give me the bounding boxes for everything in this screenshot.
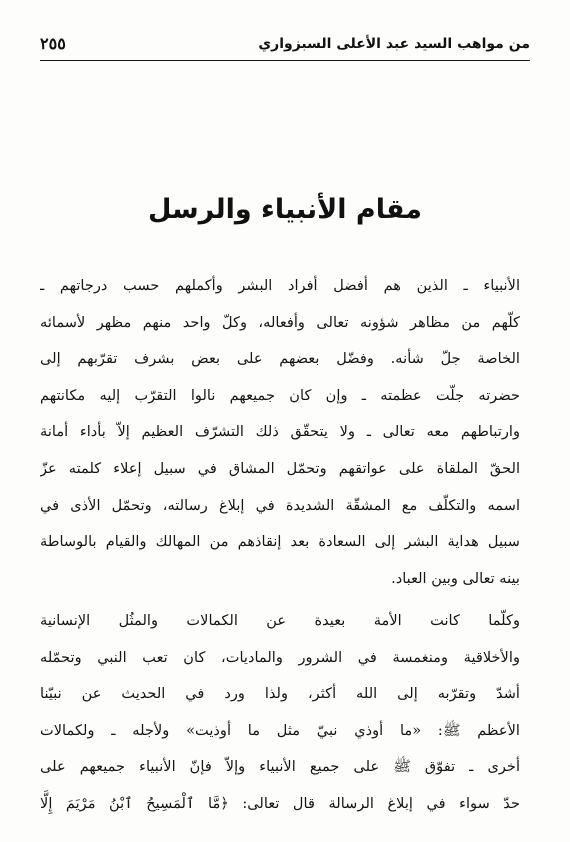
book-title: من مواهب السيد عبد الأعلى السبزواري xyxy=(258,36,530,52)
text-line: الحقّ الملقاة على عواتقهم وتحمّل المشاق في سبيل إعلاء كلمته عزّ xyxy=(40,459,520,477)
running-header xyxy=(40,30,530,60)
text-line: حدّ سواء في إبلاغ الرسالة قال تعالى: ﴿مَّا ٱلْمَسِيحُ ٱبْنُ مَرْيَمَ إِلَّا xyxy=(40,794,520,812)
text-line: وارتباطهم معه تعالى ـ ولا يتحقّق ذلك التشرّف العظيم إلاّ بأداء أمانة xyxy=(40,423,520,441)
page-number: ٢٥٥ xyxy=(40,34,66,53)
paragraph-2 xyxy=(40,603,520,823)
text-line: بينه تعالى وبين العباد. xyxy=(391,569,520,587)
paragraph-1 xyxy=(40,268,520,597)
text-line: كلّهم من مظاهر شؤونه تعالى وأفعاله، وكلّ واحد منهم مظهر لأسمائه xyxy=(40,313,520,331)
text-line: أشدّ وتقرّبه إلى الله أكثر، ولذا ورد في الحديث عن نبيّنا xyxy=(40,685,520,703)
text-line: الخاصة جلّ شأنه. وفضّل بعضهم على بعض بشرف تقرّبهم إلى xyxy=(40,350,520,368)
section-title: مقام الأنبياء والرسل xyxy=(148,194,422,225)
text-line: وكلّما كانت الأمة بعيدة عن الكمالات والمثُل الإنسانية xyxy=(40,612,520,629)
text-line: والأخلاقية ومنغمسة في الشرور والماديات، كان تعب النبي وتحمّله xyxy=(40,648,520,666)
text-line: سبيل هداية البشر إلى السعادة بعد إنقاذهم من المهالك والقيام بالوساطة xyxy=(40,533,520,551)
text-line: حضرته جلّت عظمته ـ وإن كان جميعهم نالوا التقرّب إليه مكانتهم xyxy=(40,386,520,404)
text-line: أخرى ـ تفوّق ﷺ على جميع الأنبياء وإلاّ فإنّ الأنبياء جميعهم على xyxy=(40,758,520,776)
header-rule xyxy=(40,60,530,61)
text-line: الأعظم ﷺ: «ما أوذي نبيّ مثل ما أوذيت» ولأجله ـ ولكمالات xyxy=(40,721,520,739)
text-line: اسمه والتكلّف مع المشقّة الشديدة في إبلاغ رسالته، وتحمّل الأذى في xyxy=(40,496,520,514)
text-line: الأنبياء ـ الذين هم أفضل أفراد البشر وأكملهم حسب درجاتهم ـ xyxy=(40,277,520,294)
